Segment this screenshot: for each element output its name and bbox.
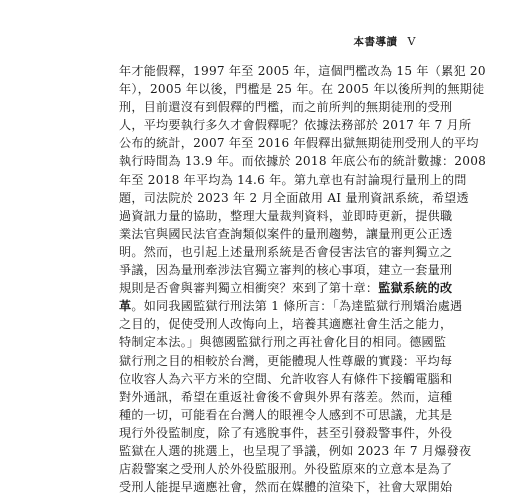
- text-line: [119, 116, 472, 134]
- line-text: 規則是否會與審判獨立相衝突？來到了第十章：: [119, 281, 379, 296]
- text-line: [119, 207, 453, 225]
- line-text: 過資訊力量的協助，整理大量裁判資料，並即時更新，提供職: [119, 208, 453, 223]
- text-line: [119, 152, 487, 170]
- text-line: [119, 243, 453, 261]
- bold-chapter-title: 監獄系統的改: [378, 281, 453, 296]
- line-text-after: 。如同我國監獄行刑法第 1 條所言：「為達監獄行刑矯治處遇: [131, 299, 463, 314]
- text-line: [119, 315, 453, 333]
- line-text: 獄行刑之目的相較於台灣，更能體現人性尊嚴的實踐：平均每: [119, 353, 453, 368]
- text-line: [119, 388, 453, 406]
- text-line: [119, 98, 453, 116]
- line-text: 之目的，促使受刑人改悔向上，培養其適應社會生活之能力，: [119, 317, 453, 332]
- text-line: [119, 442, 472, 460]
- text-line: [119, 225, 453, 243]
- bold-chapter-title: 革: [119, 299, 132, 314]
- text-line: [119, 406, 453, 424]
- line-text: 刑，目前還沒有到假釋的門檻，而之前所判的無期徒刑的受刑: [119, 100, 453, 115]
- line-text: 明。然而，也引起上述量刑系統是否會侵害法官的審判獨立之: [119, 244, 453, 259]
- text-line: [119, 352, 453, 370]
- line-text: 位收容人為六平方米的空間、允許收容人有條件下接觸電腦和: [119, 371, 453, 386]
- text-line: [119, 279, 453, 297]
- text-line: [119, 134, 479, 152]
- line-text: 公布的統計，2007 年至 2016 年假釋出獄無期徒刑受刑人的平均: [119, 136, 479, 151]
- line-text: 年），2005 年以後，門檻是 25 年。在 2005 年以後所判的無期徒: [119, 82, 485, 97]
- line-text: 特制定本法。」與德國監獄行刑之再社會化目的相同。德國監: [119, 335, 447, 350]
- line-text: 爭議，因為量刑牽涉法官獨立審判的核心事項，建立一套量刑: [119, 263, 453, 278]
- text-line: [119, 478, 453, 496]
- running-header: [354, 34, 416, 49]
- line-text: 種的一切，可能看在台灣人的眼裡令人感到不可思議，尤其是: [119, 407, 453, 422]
- line-text: 年至 2018 年平均為 14.6 年。第九章也有討論現行量刑上的問: [119, 172, 467, 187]
- line-text: 受刑人能提早適應社會，然而在媒體的渲染下，社會大眾開始: [119, 480, 453, 495]
- text-line: [119, 261, 453, 279]
- text-line: [119, 424, 453, 442]
- body-text: [119, 62, 487, 496]
- section-title: 本書導讀: [353, 36, 398, 48]
- text-line: [119, 460, 453, 478]
- text-line: [119, 189, 469, 207]
- line-text: 現行外役監制度，除了有逃脫事件，甚至引發殺警事件，外役: [119, 425, 453, 440]
- line-text: 執行時間為 13.9 年。而依據於 2018 年底公布的統計數據：2008: [119, 154, 487, 169]
- line-text: 年才能假釋，1997 年至 2005 年，這個門檻改為 15 年（累犯 20: [119, 64, 486, 78]
- text-line: [119, 333, 447, 351]
- line-text: 業法官與國民法官查詢類似案件的量刑趨勢，讓量刑更公正透: [119, 226, 453, 241]
- line-text: 人，平均要執行多久才會假釋呢？依據法務部於 2017 年 7 月所: [119, 118, 472, 133]
- text-line: [119, 62, 486, 80]
- line-text: 題，司法院於 2023 年 2 月全面啟用 AI 量刑資訊系統，希望透: [119, 190, 469, 205]
- text-line: [119, 370, 453, 388]
- line-text: 監獄在人選的挑選上，也呈現了爭議，例如 2023 年 7 月爆發夜: [119, 443, 472, 458]
- text-line: [119, 297, 463, 315]
- line-text: 對外通訊，希望在重返社會後不會與外界有落差。然而，這種: [119, 389, 453, 404]
- text-line: [119, 171, 467, 189]
- text-line: [119, 80, 485, 98]
- page-number: V: [407, 35, 416, 48]
- line-text: 店殺警案之受刑人於外役監服刑。外役監原來的立意本是為了: [119, 462, 453, 477]
